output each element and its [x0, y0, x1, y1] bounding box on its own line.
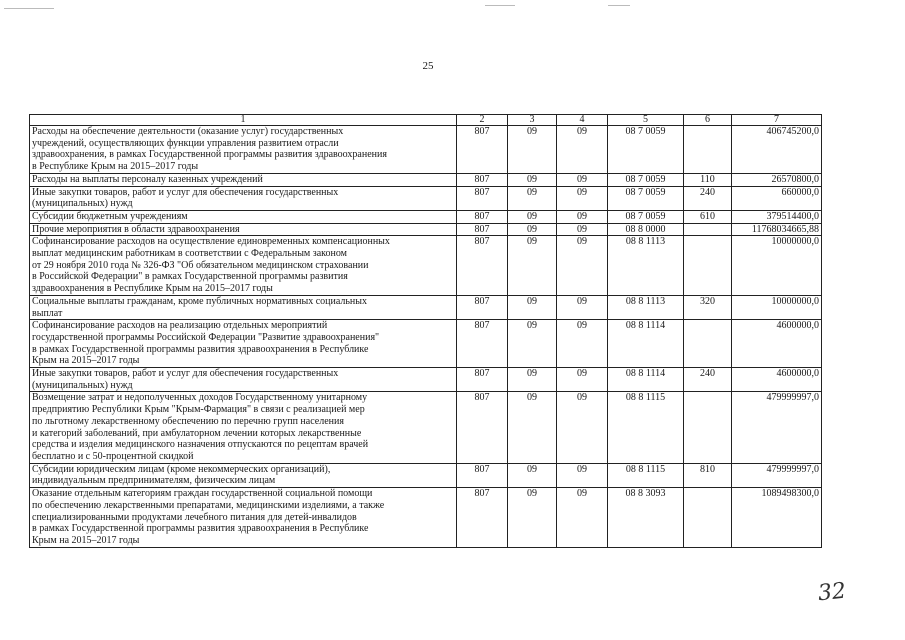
section-code: 09	[508, 320, 557, 368]
description-line: Социальные выплаты гражданам, кроме публичных нормативных социальных	[32, 295, 367, 307]
description-line: Софинансирование расходов на реализацию отдельных мероприятий	[32, 320, 328, 332]
description-line: Субсидии бюджетным учреждениям	[32, 210, 188, 222]
target-article-code: 08 8 0000	[608, 223, 684, 236]
page-number: 25	[422, 60, 434, 72]
table-row	[30, 463, 822, 487]
section-code: 09	[508, 392, 557, 463]
expense-type-code	[684, 223, 732, 236]
row-description	[30, 173, 457, 186]
target-article-code: 08 7 0059	[608, 186, 684, 210]
subsection-code: 09	[557, 126, 608, 174]
table-header	[30, 115, 822, 126]
subsection-code: 09	[557, 223, 608, 236]
description-line: в рамках Государственной программы развития здравоохранения в Республике	[32, 523, 369, 535]
subsection-code: 09	[557, 463, 608, 487]
table-row	[30, 210, 822, 223]
amount: 10000000,0	[732, 295, 822, 319]
table-row	[30, 392, 822, 463]
description-line: выплат	[32, 307, 63, 319]
column-header-1: 1	[30, 115, 457, 126]
row-description	[30, 223, 457, 236]
ministry-code: 807	[457, 295, 508, 319]
subsection-code: 09	[557, 488, 608, 548]
amount: 479999997,0	[732, 392, 822, 463]
subsection-code: 09	[557, 210, 608, 223]
column-header-3: 3	[508, 115, 557, 126]
target-article-code: 08 8 1115	[608, 463, 684, 487]
row-description	[30, 463, 457, 487]
subsection-code: 09	[557, 368, 608, 392]
description-line: учреждений, осуществляющих функции управления развитием отрасли	[32, 137, 339, 149]
scan-artifact	[608, 5, 630, 6]
row-description	[30, 392, 457, 463]
section-code: 09	[508, 295, 557, 319]
amount: 26570800,0	[732, 173, 822, 186]
table-row	[30, 186, 822, 210]
target-article-code: 08 8 1113	[608, 295, 684, 319]
column-header-2: 2	[457, 115, 508, 126]
target-article-code: 08 8 1115	[608, 392, 684, 463]
description-line: в Республике Крым на 2015–2017 годы	[32, 161, 199, 173]
column-header-7: 7	[732, 115, 822, 126]
row-description	[30, 126, 457, 174]
description-line: (муниципальных) нужд	[32, 379, 133, 391]
target-article-code: 08 8 3093	[608, 488, 684, 548]
row-description	[30, 236, 457, 296]
section-code: 09	[508, 126, 557, 174]
section-code: 09	[508, 368, 557, 392]
amount: 11768034665,88	[732, 223, 822, 236]
expense-type-code	[684, 320, 732, 368]
description-line: Возмещение затрат и недополученных доходов Государственному унитарному	[32, 392, 368, 404]
expense-type-code	[684, 236, 732, 296]
section-code: 09	[508, 186, 557, 210]
description-line: в рамках Государственной программы развития здравоохранения в Республике	[32, 343, 369, 355]
description-line: Иные закупки товаров, работ и услуг для обеспечения государственных	[32, 368, 339, 380]
description-line: от 29 ноября 2010 года № 326-ФЗ "Об обязательном медицинском страховании	[32, 259, 369, 271]
ministry-code: 807	[457, 488, 508, 548]
table-row	[30, 488, 822, 548]
expense-type-code: 810	[684, 463, 732, 487]
description-line: Софинансирование расходов на осуществление единовременных компенсационных	[32, 236, 390, 248]
expense-type-code	[684, 392, 732, 463]
table-row	[30, 223, 822, 236]
description-line: здравоохранения в Республике Крым на 2015–2017 годы	[32, 283, 273, 295]
description-line: и категорий заболеваний, при амбулаторном лечении которых лекарственные	[32, 427, 362, 439]
table-row	[30, 236, 822, 296]
handwritten-page-mark: 32	[816, 578, 848, 607]
description-line: индивидуальным предпринимателям, физическим лицам	[32, 475, 276, 487]
amount: 1089498300,0	[732, 488, 822, 548]
description-line: (муниципальных) нужд	[32, 198, 133, 210]
description-line: государственной программы Российской Федерации "Развитие здравоохранения"	[32, 331, 380, 343]
description-line: Иные закупки товаров, работ и услуг для обеспечения государственных	[32, 186, 339, 198]
expense-type-code	[684, 488, 732, 548]
ministry-code: 807	[457, 368, 508, 392]
ministry-code: 807	[457, 126, 508, 174]
amount: 4600000,0	[732, 320, 822, 368]
description-line: средства и изделия медицинского назначения отпускаются по рецептам врачей	[32, 439, 369, 451]
amount: 10000000,0	[732, 236, 822, 296]
row-description	[30, 295, 457, 319]
expense-type-code: 610	[684, 210, 732, 223]
subsection-code: 09	[557, 320, 608, 368]
section-code: 09	[508, 173, 557, 186]
table-body	[30, 126, 822, 548]
target-article-code: 08 8 1114	[608, 320, 684, 368]
expense-type-code: 110	[684, 173, 732, 186]
column-header-4: 4	[557, 115, 608, 126]
subsection-code: 09	[557, 236, 608, 296]
budget-table	[29, 114, 822, 548]
scan-artifact	[4, 8, 54, 9]
table-row	[30, 295, 822, 319]
target-article-code: 08 8 1114	[608, 368, 684, 392]
section-code: 09	[508, 236, 557, 296]
description-line: по обеспечению лекарственными препаратами, медицинскими изделиями, а также	[32, 499, 385, 511]
expense-type-code: 320	[684, 295, 732, 319]
ministry-code: 807	[457, 320, 508, 368]
amount: 4600000,0	[732, 368, 822, 392]
description-line: в Российской Федерации" в рамках Государственной программы развития	[32, 271, 348, 283]
ministry-code: 807	[457, 186, 508, 210]
ministry-code: 807	[457, 210, 508, 223]
description-line: предприятию Республики Крым "Крым-Фармация" в связи с реализацией мер	[32, 404, 365, 416]
description-line: Расходы на выплаты персоналу казенных учреждений	[32, 173, 263, 185]
ministry-code: 807	[457, 173, 508, 186]
section-code: 09	[508, 488, 557, 548]
ministry-code: 807	[457, 392, 508, 463]
description-line: по льготному лекарственному обеспечению по перечню групп населения	[32, 415, 344, 427]
amount: 406745200,0	[732, 126, 822, 174]
ministry-code: 807	[457, 236, 508, 296]
subsection-code: 09	[557, 186, 608, 210]
subsection-code: 09	[557, 173, 608, 186]
amount: 479999997,0	[732, 463, 822, 487]
subsection-code: 09	[557, 295, 608, 319]
table-row	[30, 320, 822, 368]
description-line: Прочие мероприятия в области здравоохранения	[32, 223, 240, 235]
table-row	[30, 173, 822, 186]
section-code: 09	[508, 210, 557, 223]
section-code: 09	[508, 223, 557, 236]
scan-artifact	[485, 5, 515, 6]
description-line: бесплатно и с 50-процентной скидкой	[32, 450, 194, 462]
description-line: Субсидии юридическим лицам (кроме некоммерческих организаций),	[32, 463, 331, 475]
target-article-code: 08 8 1113	[608, 236, 684, 296]
amount: 379514400,0	[732, 210, 822, 223]
description-line: Крым на 2015–2017 годы	[32, 534, 140, 546]
expense-type-code: 240	[684, 368, 732, 392]
section-code: 09	[508, 463, 557, 487]
column-header-5: 5	[608, 115, 684, 126]
target-article-code: 08 7 0059	[608, 210, 684, 223]
expense-type-code: 240	[684, 186, 732, 210]
description-line: Оказание отдельным категориям граждан государственной социальной помощи	[32, 488, 373, 500]
description-line: выплат медицинским работникам в соответствии с Федеральным законом	[32, 248, 347, 260]
ministry-code: 807	[457, 223, 508, 236]
expense-type-code	[684, 126, 732, 174]
ministry-code: 807	[457, 463, 508, 487]
description-line: здравоохранения, в рамках Государственной программы развития здравоохранения	[32, 149, 387, 161]
description-line: Крым на 2015–2017 годы	[32, 355, 140, 367]
subsection-code: 09	[557, 392, 608, 463]
header-row	[30, 115, 822, 126]
description-line: специализированными продуктами лечебного питания для детей-инвалидов	[32, 511, 357, 523]
description-line: Расходы на обеспечение деятельности (оказание услуг) государственных	[32, 126, 344, 137]
row-description	[30, 186, 457, 210]
table-row	[30, 368, 822, 392]
row-description	[30, 320, 457, 368]
table-row	[30, 126, 822, 174]
row-description	[30, 488, 457, 548]
row-description	[30, 368, 457, 392]
amount: 660000,0	[732, 186, 822, 210]
column-header-6: 6	[684, 115, 732, 126]
target-article-code: 08 7 0059	[608, 173, 684, 186]
target-article-code: 08 7 0059	[608, 126, 684, 174]
row-description	[30, 210, 457, 223]
